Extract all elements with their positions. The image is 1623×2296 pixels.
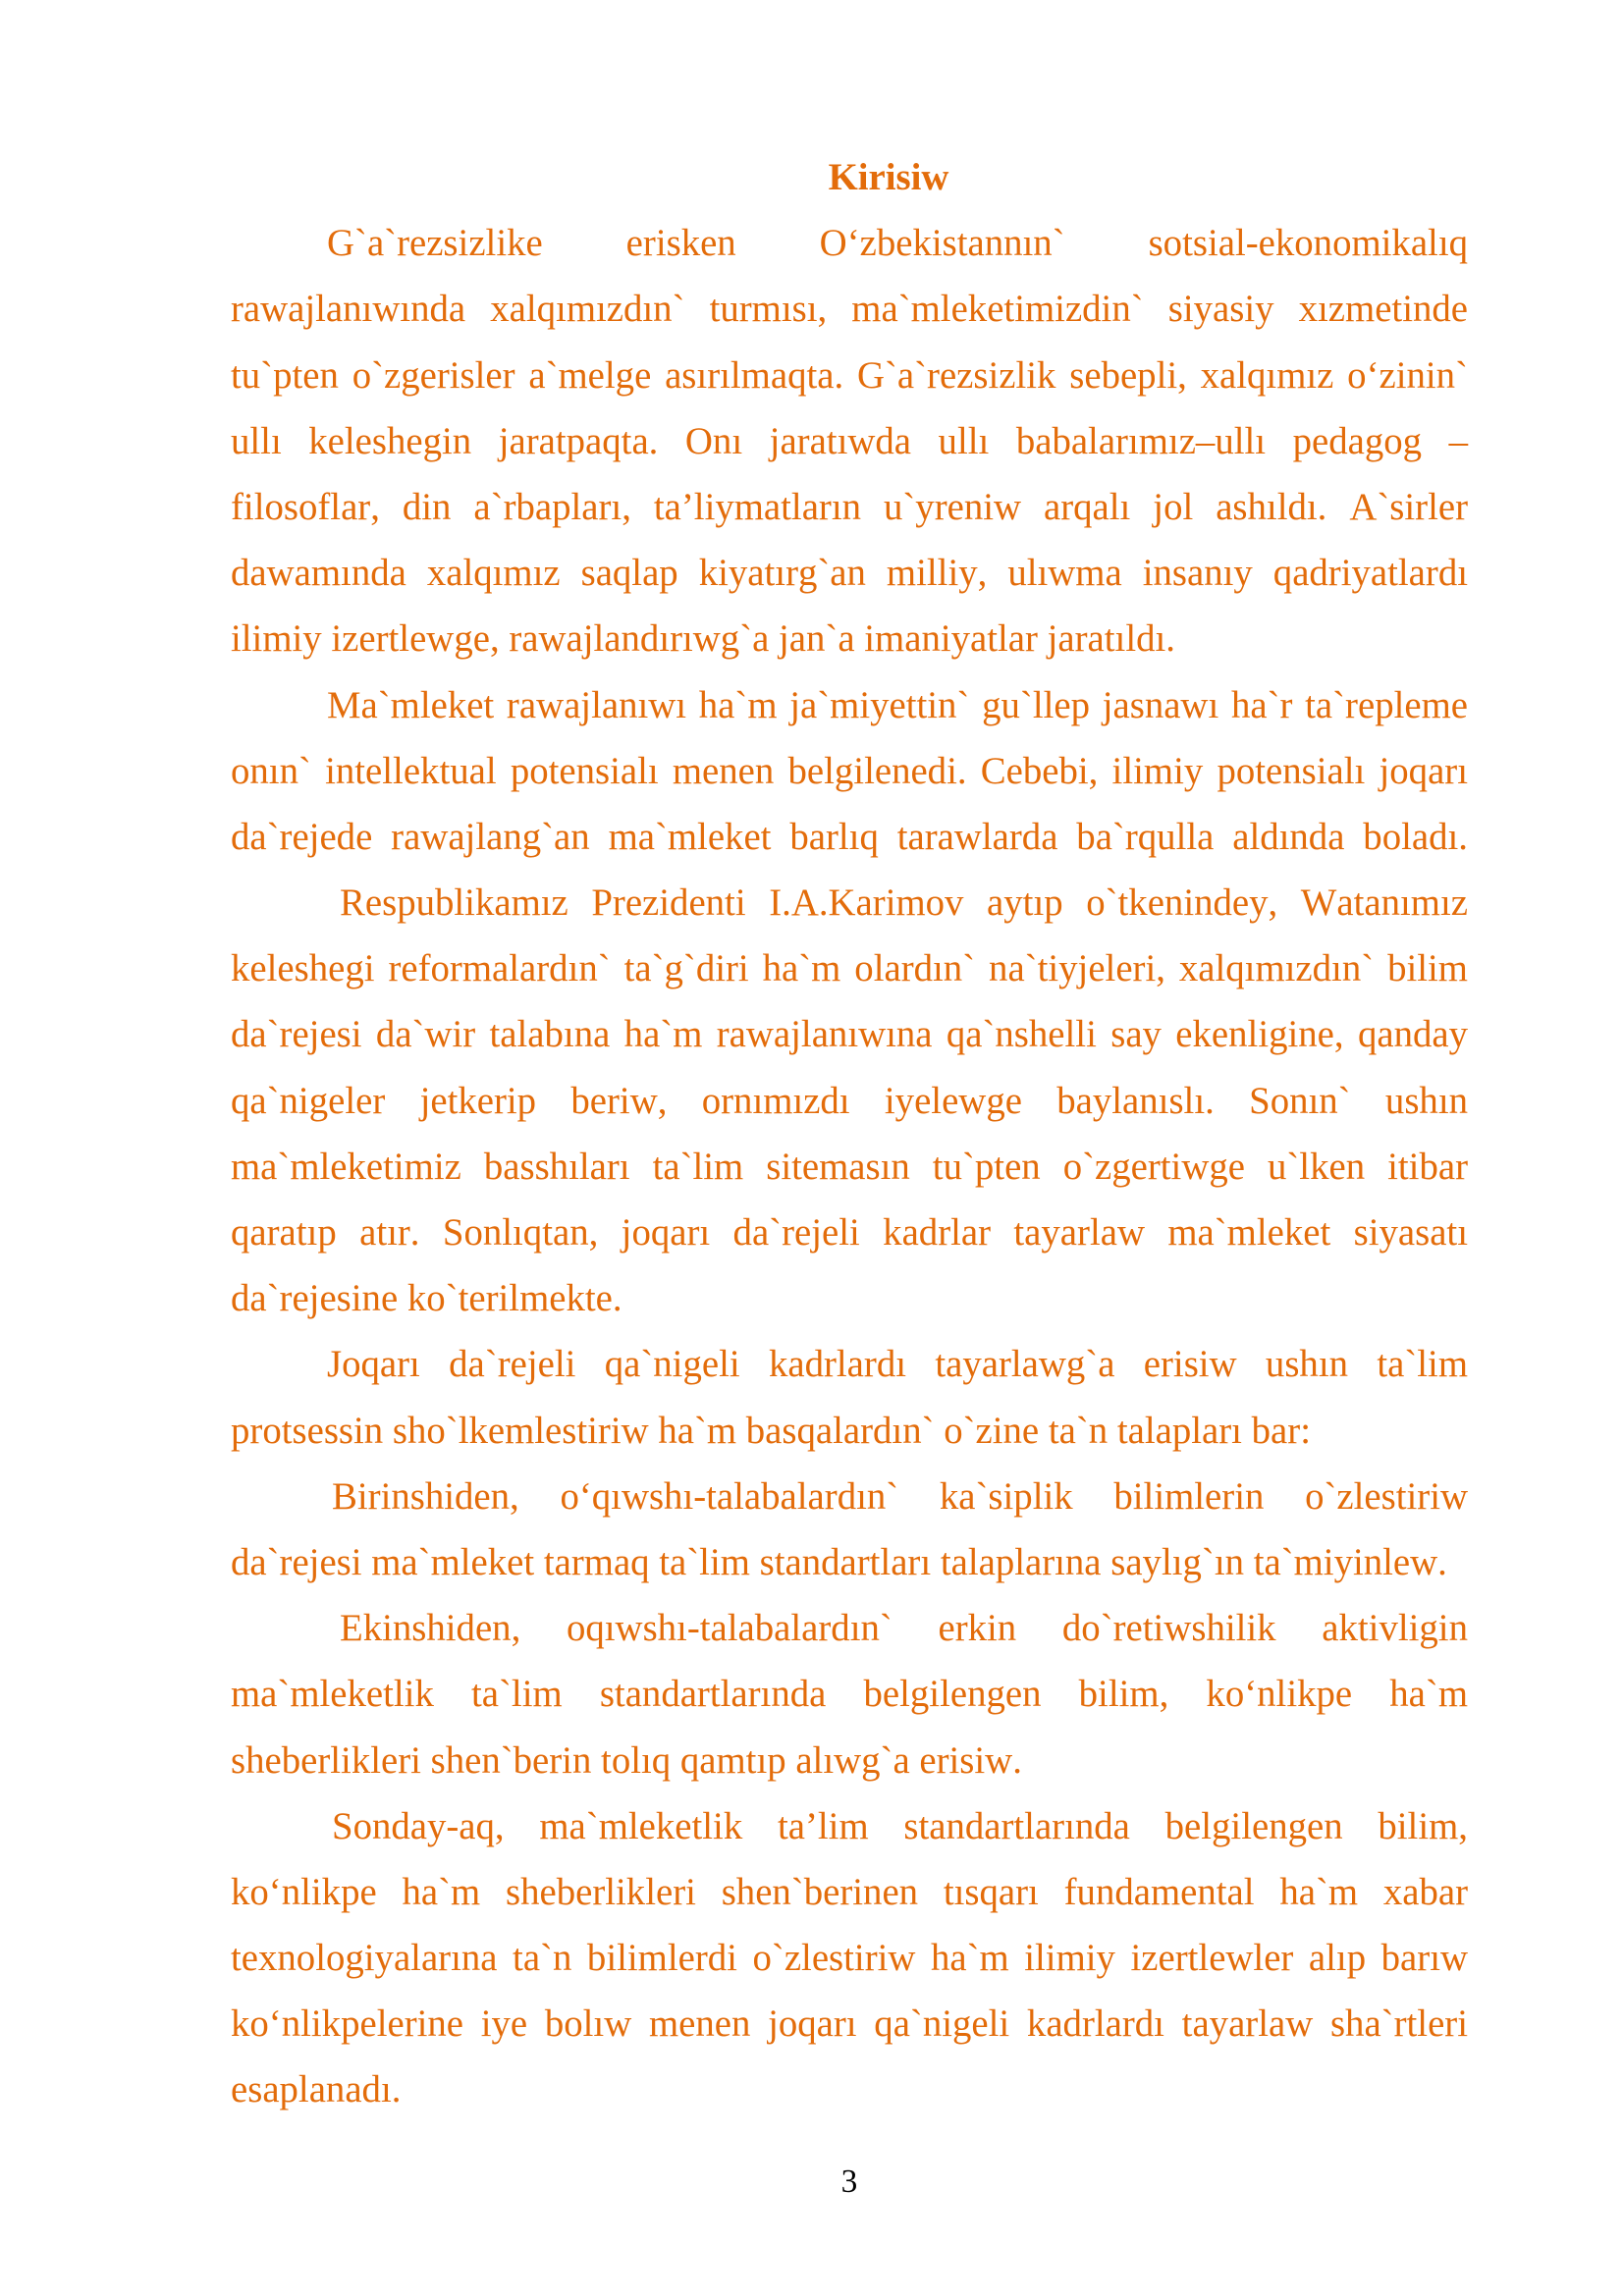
text-line: ilimiy izertlewge, rawajlandırıwg`a jan`a imaniyatlar jaratıldı. xyxy=(231,617,1175,661)
text-line: esaplanadı. xyxy=(231,2068,402,2111)
text-line: ullı keleshegin jaratpaqta. Onı jaratıwda ullı babalarımız–ullı pedagog – xyxy=(231,419,1468,462)
text-line: Respublikamız Prezidenti I.A.Karimov aytıp o`tkenindey, Watanımız xyxy=(340,881,1468,925)
text-line: Birinshiden, o‘qıwshı-talabalardın` ka`siplik bilimlerin o`zlestiriw xyxy=(332,1474,1468,1518)
text-line: sheberlikleri shen`berin tolıq qamtıp alıwg`a erisiw. xyxy=(231,1738,1022,1782)
text-line: da`rejesi da`wir talabına ha`m rawajlanıwına qa`nshelli say ekenligine, qanday xyxy=(231,1013,1468,1056)
page-body xyxy=(231,144,1468,2123)
text-line: qa`nigeler jetkerip beriw, ornımızdı iyelewge baylanıslı. Sonın` ushın xyxy=(231,1079,1468,1122)
text-line: Ekinshiden, oqıwshı-talabalardın` erkin do`retiwshilik aktivligin xyxy=(340,1607,1468,1650)
text-line: ma`mleketimiz basshıları ta`lim sitemasın tu`pten o`zgertiwge u`lken itibar xyxy=(231,1145,1468,1188)
text-line: Sonday-aq, ma`mleketlik ta’lim standartlarında belgilengen bilim, xyxy=(332,1804,1468,1847)
text-line: ma`mleketlik ta`lim standartlarında belgilengen bilim, ko‘nlikpe ha`m xyxy=(231,1673,1468,1716)
text-line: Joqarı da`rejeli qa`nigeli kadrlardı tayarlawg`a erisiw ushın ta`lim xyxy=(327,1343,1468,1386)
text-line: da`rejesine ko`terilmekte. xyxy=(231,1277,622,1320)
text-line: ko‘nlikpelerine iye bolıw menen joqarı qa`nigeli kadrlardı tayarlaw sha`rtleri xyxy=(231,2002,1468,2046)
paragraph xyxy=(231,870,1468,1331)
paragraph xyxy=(231,1793,1468,2123)
paragraph xyxy=(231,672,1468,871)
paragraph xyxy=(231,1331,1468,1463)
text-line: qaratıp atır. Sonlıqtan, joqarı da`rejeli kadrlar tayarlaw ma`mleket siyasatı xyxy=(231,1211,1468,1254)
text-line: rawajlanıwında xalqımızdın` turmısı, ma`mleketimizdin` siyasiy xızmetinde xyxy=(231,288,1468,331)
text-line: Ma`mleket rawajlanıwı ha`m ja`miyettin` gu`llep jasnawı ha`r ta`repleme xyxy=(327,683,1468,726)
page-number: 3 xyxy=(840,2163,858,2200)
paragraph xyxy=(231,210,1468,671)
text-line: tu`pten o`zgerisler a`melge asırılmaqta. G`a`rezsizlik sebepli, xalqımız o‘zinin` xyxy=(231,353,1468,397)
text-line: G`a`rezsizlike erisken O‘zbekistannın` sotsial-ekonomikalıq xyxy=(327,222,1468,265)
text-line: da`rejesi ma`mleket tarmaq ta`lim standartları talaplarına saylıg`ın ta`miyinlew. xyxy=(231,1540,1447,1583)
text-line: ko‘nlikpe ha`m sheberlikleri shen`berinen tısqarı fundamental ha`m xabar xyxy=(231,1870,1468,1913)
text-line: dawamında xalqımız saqlap kiyatırg`an milliy, ulıwma insanıy qadriyatlardı xyxy=(231,552,1468,595)
text-line: filosoflar, din a`rbapları, ta’liymatların u`yreniw arqalı jol ashıldı. A`sirler xyxy=(231,485,1468,528)
text-line: texnologiyalarına ta`n bilimlerdi o`zlestiriw ha`m ilimiy izertlewler alıp barıw xyxy=(231,1937,1468,1980)
text-line: keleshegi reformalardın` ta`g`diri ha`m olardın` na`tiyjeleri, xalqımızdın` bilim xyxy=(231,947,1468,990)
paragraph xyxy=(231,1464,1468,1595)
text-line: onın` intellektual potensialı menen belgilenedi. Cebebi, ilimiy potensialı joqarı xyxy=(231,749,1468,792)
paragraph xyxy=(231,1595,1468,1793)
text-line: protsessin sho`lkemlestiriw ha`m basqalardın` o`zine ta`n talapları bar: xyxy=(231,1409,1311,1452)
document-title: Kirisiw xyxy=(828,156,949,198)
text-line: da`rejede rawajlang`an ma`mleket barlıq tarawlarda ba`rqulla aldında boladı. xyxy=(231,815,1468,858)
